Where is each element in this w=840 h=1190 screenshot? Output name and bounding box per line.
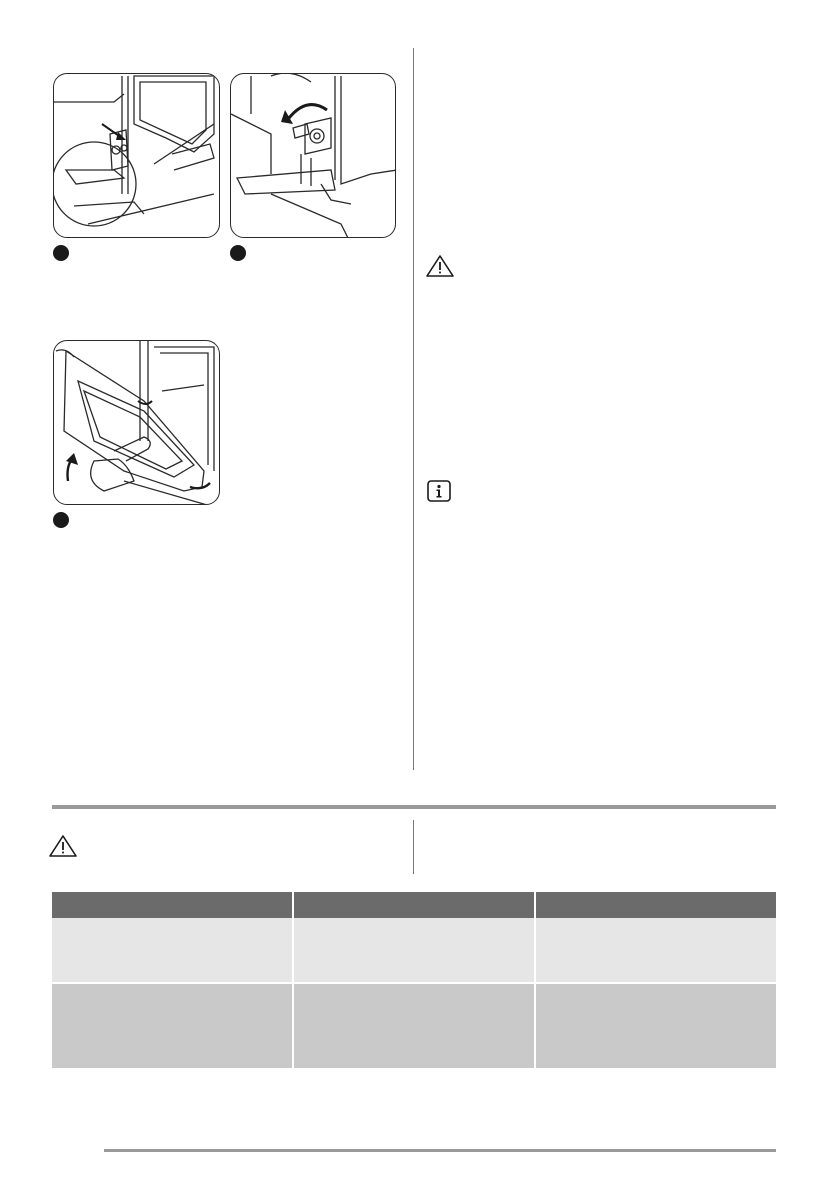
hinge-lock-illustration [54,74,220,238]
table-header-cell [535,892,776,918]
column-divider-lower [413,820,414,874]
figure-3-door-removal [53,340,220,505]
section-divider [52,805,776,809]
table-header-cell [293,892,534,918]
table-cell [293,918,534,983]
warning-triangle-icon [425,254,455,278]
table-cell [52,918,293,983]
troubleshooting-table [52,892,776,1068]
step-marker-3 [53,512,69,528]
table-header-cell [52,892,293,918]
table-row [52,918,776,983]
table-cell [535,983,776,1068]
table-cell [535,918,776,983]
hinge-lever-illustration [231,74,396,238]
table-cell [52,983,293,1068]
door-removal-illustration [54,341,220,505]
table-row [52,983,776,1068]
step-marker-2 [230,245,246,261]
figure-1-hinge-lock [53,73,220,238]
column-divider [413,48,414,770]
figure-2-hinge-lever [230,73,396,238]
table-cell [293,983,534,1068]
footer-rule [104,1149,776,1152]
table-header-row [52,892,776,918]
info-icon [427,480,451,502]
step-marker-1 [53,245,69,261]
warning-triangle-icon [48,834,78,858]
